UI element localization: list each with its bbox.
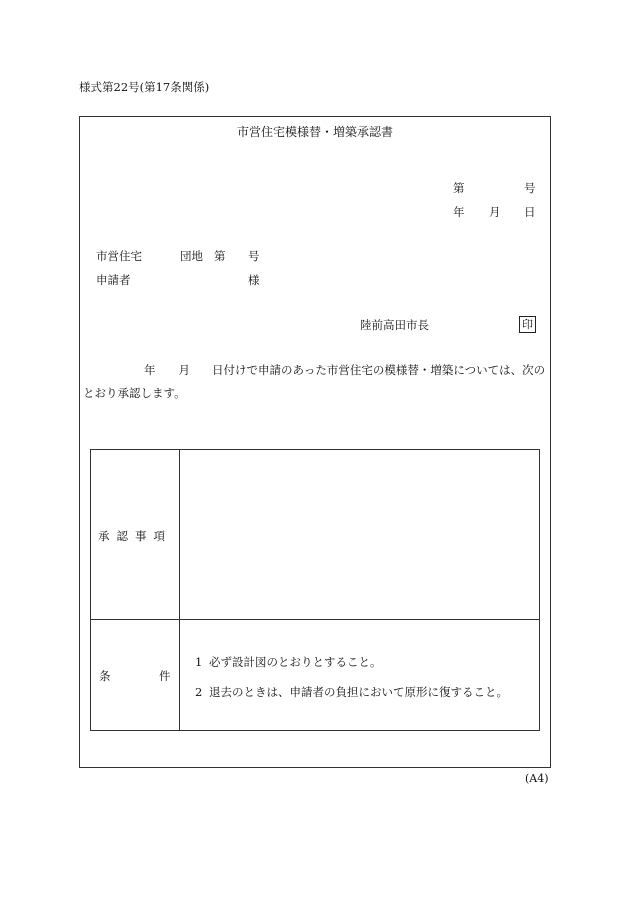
body-year-label: 年 bbox=[144, 363, 156, 377]
conditions-label-first: 条 bbox=[99, 669, 111, 683]
document-number-prefix: 第 bbox=[453, 181, 465, 195]
date-day-label: 日 bbox=[524, 205, 536, 219]
condition-item bbox=[195, 654, 382, 670]
body-text-rest: 日付けで申請のあった市営住宅の模様替・増築については、次の bbox=[212, 363, 546, 377]
housing-number-prefix: 第 bbox=[214, 249, 226, 263]
table-row-divider bbox=[91, 619, 539, 620]
seal-stamp-box: 印 bbox=[519, 316, 536, 333]
body-text-line2: とおり承認します。 bbox=[83, 386, 186, 400]
housing-label: 市営住宅 bbox=[96, 249, 142, 263]
document-number-suffix: 号 bbox=[524, 181, 536, 195]
date-month-label: 月 bbox=[489, 205, 501, 219]
applicant-honorific: 様 bbox=[248, 273, 260, 287]
housing-number-suffix: 号 bbox=[248, 249, 260, 263]
condition-text: 退去のときは、申請者の負担において原形に復すること。 bbox=[209, 685, 508, 699]
document-title: 市営住宅模様替・増築承認書 bbox=[236, 125, 393, 139]
approval-items-label: 承認事項 bbox=[98, 529, 172, 543]
paper-size-label: (A4) bbox=[525, 772, 549, 785]
housing-danchi-label: 団地 bbox=[180, 249, 203, 263]
approval-table bbox=[90, 449, 540, 731]
applicant-label: 申請者 bbox=[96, 273, 131, 287]
issuer-mayor: 陸前高田市長 bbox=[360, 318, 429, 332]
form-number-label: 様式第22号(第17条関係) bbox=[79, 80, 210, 94]
condition-number: 2 bbox=[195, 685, 203, 699]
condition-number: 1 bbox=[195, 655, 203, 669]
condition-text: 必ず設計図のとおりとすること。 bbox=[209, 655, 382, 669]
body-month-label: 月 bbox=[178, 363, 190, 377]
date-year-label: 年 bbox=[453, 205, 465, 219]
conditions-label-second: 件 bbox=[159, 669, 171, 683]
table-column-divider bbox=[179, 450, 180, 730]
condition-item bbox=[195, 684, 508, 700]
body-text-line1 bbox=[144, 365, 545, 377]
